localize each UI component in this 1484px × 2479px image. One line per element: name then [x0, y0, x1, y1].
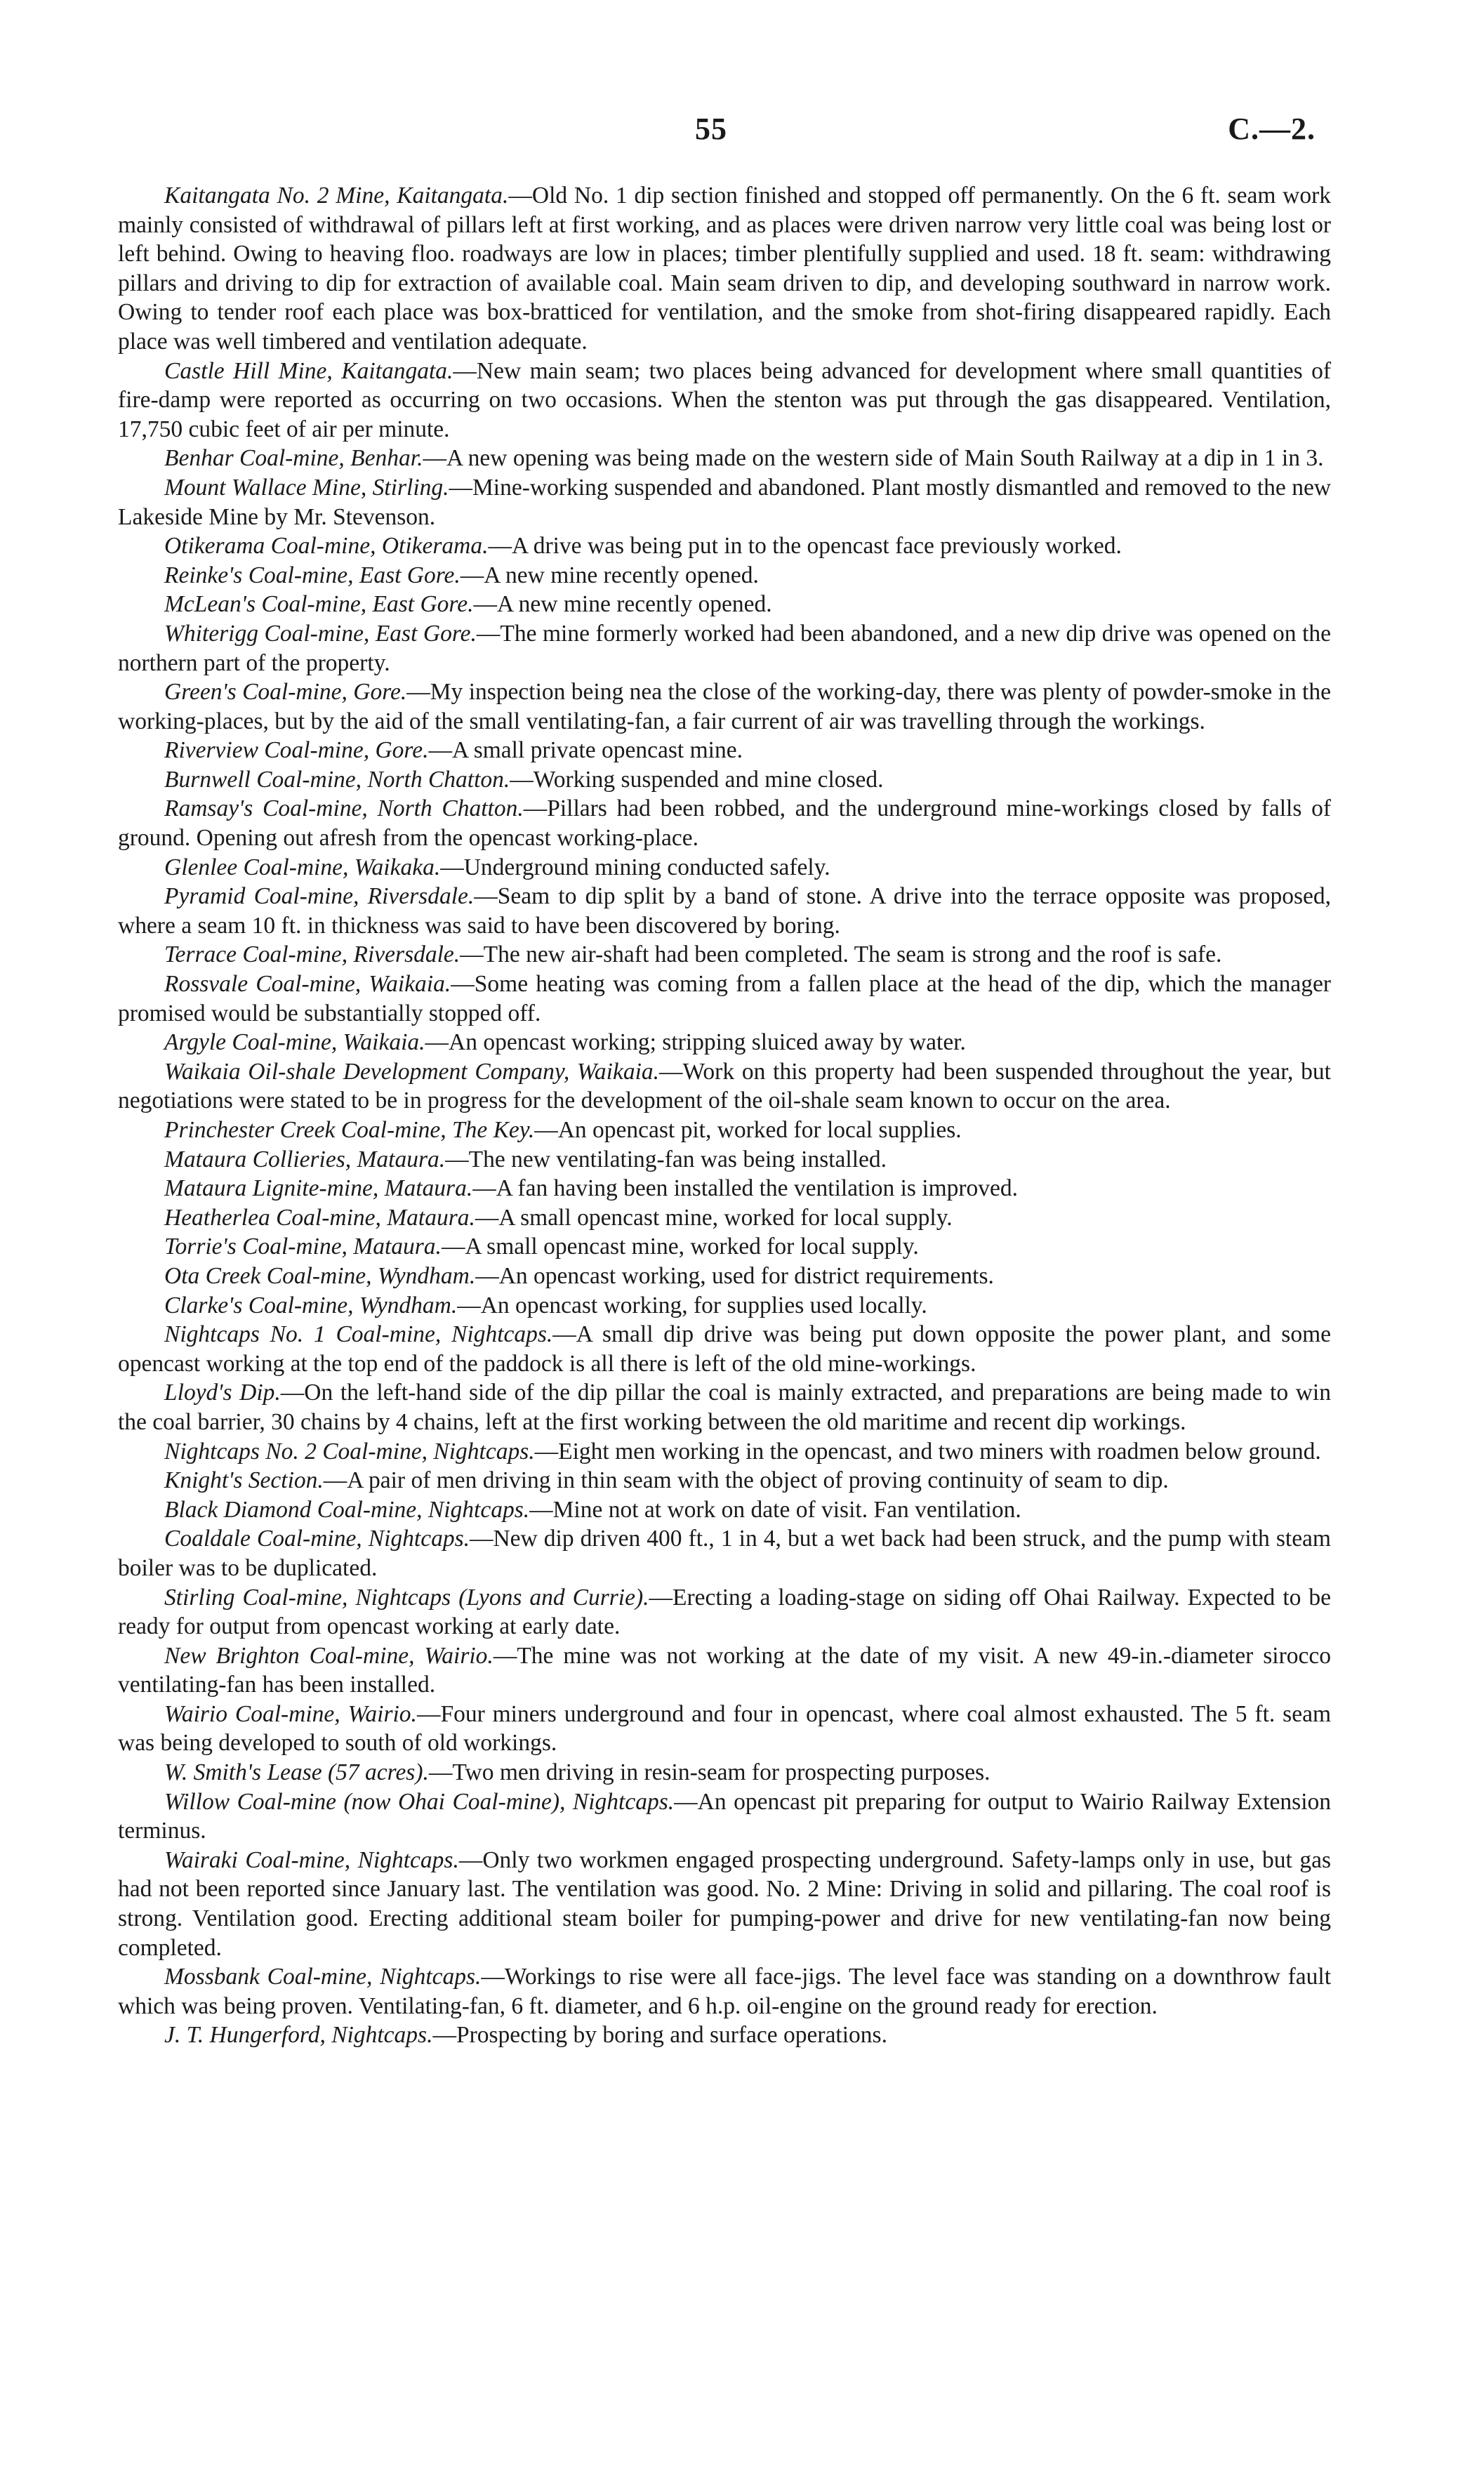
mine-report: —An opencast working, for supplies used locally.	[457, 1292, 927, 1318]
mine-report: —Two men driving in resin-seam for prospecting purposes.	[428, 1759, 991, 1786]
mine-report: —My inspection being nea the close of the working-day, there was plenty of powder-smoke in the working-places, but by the aid of the small ventilating-fan, a fair current of air was travelling through the workings.	[118, 679, 1331, 734]
mine-name: Whiterigg Coal-mine, East Gore.	[164, 620, 477, 647]
entry-greens	[118, 677, 1331, 736]
mine-report: —Workings to rise were all face-jigs. The level face was standing on a downthrow fault which was being proven. Ventilating-fan, 6 ft. diameter, and 6 h.p. oil-engine on the ground ready for erection.	[118, 1964, 1332, 2019]
entry-mataura-collieries	[118, 1145, 1331, 1175]
mine-report: —A new mine recently opened.	[473, 591, 772, 618]
mine-name: Lloyd's Dip.	[164, 1380, 281, 1406]
mine-report: —A fan having been installed the ventilation is improved.	[472, 1175, 1019, 1202]
mine-name: Castle Hill Mine, Kaitangata.	[164, 357, 453, 384]
mine-report: —Pillars had been robbed, and the underground mine-workings closed by falls of ground. Opening out afresh from the opencast working-place.	[118, 795, 1331, 852]
mine-name: Riverview Coal-mine, Gore.	[164, 737, 429, 764]
mine-report: —A small opencast mine, worked for local supply.	[475, 1204, 953, 1231]
mine-name: Stirling Coal-mine, Nightcaps (Lyons and Currie).	[164, 1584, 649, 1611]
report-body	[118, 181, 1331, 2050]
entry-glenlee	[118, 853, 1331, 882]
entry-mcleans	[118, 590, 1331, 619]
mine-name: Green's Coal-mine, Gore.	[164, 679, 407, 706]
entry-nightcaps-no1	[118, 1320, 1331, 1378]
mine-report: —Old No. 1 dip section finished and stopped off permanently. On the 6 ft. seam work mainly consisted of withdrawal of pillars left at first working, and as places were driven narrow very little coal was being lost or left behind. Owing to heaving floo. roadways are low in places; timber plentifully supplied and used. 18 ft. seam: withdrawing pillars and driving to dip for extraction of available coal. Main seam driven to dip, and developing southward in narrow work. Owing to tender roof each place was box-bratticed for ventilation, and the smoke from shot-firing disappeared rapidly. Each place was well timbered and ventilation adequate.	[118, 183, 1331, 355]
entry-new-brighton	[118, 1641, 1331, 1700]
mine-name: Pyramid Coal-mine, Riversdale.	[164, 883, 475, 910]
page-number: 55	[695, 112, 727, 146]
mine-name: Terrace Coal-mine, Riversdale.	[164, 941, 461, 968]
entry-coaldale	[118, 1524, 1331, 1582]
mine-name: Heatherlea Coal-mine, Mataura.	[164, 1204, 475, 1231]
mine-name: Kaitangata No. 2 Mine, Kaitangata.	[164, 183, 509, 209]
entry-hungerford	[118, 2021, 1331, 2050]
entry-lloyds-dip	[118, 1378, 1331, 1436]
mine-report: —New dip driven 400 ft., 1 in 4, but a wet back had been struck, and the pump with steam boiler was to be duplicated.	[118, 1526, 1331, 1581]
entry-black-diamond	[118, 1495, 1331, 1525]
entry-mount-wallace	[118, 473, 1331, 531]
mine-name: Glenlee Coal-mine, Waikaka.	[164, 854, 441, 880]
entry-kaitangata-no2	[118, 181, 1331, 357]
mine-report: —New main seam; two places being advanced for development where small quantities of fire-damp were reported as occurring on two occasions. When the stenton was put through the gas disappeared. Ventilation, 17,750 cubic feet of air per minute.	[118, 357, 1331, 442]
entry-princhester-creek	[118, 1116, 1331, 1145]
entry-knights-section	[118, 1466, 1331, 1495]
mine-report: —The new ventilating-fan was being installed.	[445, 1146, 887, 1172]
page-header	[0, 111, 1484, 153]
entry-torries	[118, 1232, 1331, 1262]
mine-report: —Erecting a loading-stage on siding off Ohai Railway. Expected to be ready for output from opencast working at early date.	[118, 1584, 1331, 1640]
mine-report: —Only two workmen engaged prospecting underground. Safety-lamps only in use, but gas had not been reported since January last. The ventilation was good. No. 2 Mine: Driving in solid and pillaring. The coal roof is strong. Ventilation good. Erecting additional steam boiler for pumping-power and drive for new ventilating-fan now being completed.	[118, 1846, 1331, 1961]
entry-wairio	[118, 1700, 1331, 1758]
mine-name: Waikaia Oil-shale Development Company, Waikaia.	[164, 1058, 659, 1085]
entry-whiterigg	[118, 619, 1331, 677]
mine-name: McLean's Coal-mine, East Gore.	[164, 591, 474, 618]
entry-argyle	[118, 1028, 1331, 1057]
mine-name: Black Diamond Coal-mine, Nightcaps.	[164, 1496, 530, 1523]
mine-name: W. Smith's Lease (57 acres).	[164, 1759, 429, 1786]
mine-name: Otikerama Coal-mine, Otikerama.	[164, 533, 489, 560]
entry-ota-creek	[118, 1262, 1331, 1291]
mine-report: —An opencast working; stripping sluiced away by water.	[425, 1029, 966, 1056]
mine-name: Knight's Section.	[164, 1467, 324, 1494]
mine-name: Nightcaps No. 2 Coal-mine, Nightcaps.	[164, 1438, 535, 1465]
entry-riverview	[118, 736, 1331, 765]
mine-report: —Four miners underground and four in opencast, where coal almost exhausted. The 5 ft. seam was being developed to south of old workings.	[118, 1700, 1331, 1757]
mine-report: —The mine formerly worked had been abandoned, and a new dip drive was opened on the northern part of the property.	[118, 620, 1331, 676]
mine-report: —A new mine recently opened.	[460, 562, 759, 588]
mine-report: —On the left-hand side of the dip pillar the coal is mainly extracted, and preparations are being made to win the coal barrier, 30 chains by 4 chains, left at the first working between the old maritime and recent dip workings.	[118, 1380, 1331, 1435]
entry-heatherlea	[118, 1203, 1331, 1233]
mine-report: —Underground mining conducted safely.	[440, 854, 830, 880]
entry-benhar	[118, 444, 1331, 473]
mine-name: Torrie's Coal-mine, Mataura.	[164, 1234, 442, 1260]
mine-report: —The new air-shaft had been completed. The seam is strong and the roof is safe.	[460, 941, 1222, 968]
mine-name: New Brighton Coal-mine, Wairio.	[164, 1642, 493, 1669]
mine-name: Wairio Coal-mine, Wairio.	[164, 1700, 417, 1727]
mine-name: Ota Creek Coal-mine, Wyndham.	[164, 1262, 476, 1289]
mine-name: Mossbank Coal-mine, Nightcaps.	[164, 1964, 482, 1990]
mine-report: —Prospecting by boring and surface operations.	[432, 2022, 887, 2049]
mine-name: J. T. Hungerford, Nightcaps.	[164, 2022, 433, 2049]
mine-report: —The mine was not working at the date of my visit. A new 49-in.-diameter sirocco ventilating-fan has been installed.	[118, 1642, 1331, 1698]
entry-clarkes	[118, 1291, 1331, 1321]
mine-name: Wairaki Coal-mine, Nightcaps.	[164, 1846, 459, 1873]
entry-burnwell	[118, 765, 1331, 795]
mine-report: —Mine not at work on date of visit. Fan ventilation.	[529, 1496, 1021, 1523]
mine-name: Argyle Coal-mine, Waikaia.	[164, 1029, 425, 1056]
mine-report: —Seam to dip split by a band of stone. A drive into the terrace opposite was proposed, where a seam 10 ft. in thickness was said to have been discovered by boring.	[118, 883, 1331, 939]
mine-name: Burnwell Coal-mine, North Chatton.	[164, 766, 510, 793]
mine-report: —A drive was being put in to the opencast face previously worked.	[488, 533, 1122, 560]
mine-name: Mataura Collieries, Mataura.	[164, 1146, 446, 1172]
mine-name: Benhar Coal-mine, Benhar.	[164, 445, 423, 472]
mine-name: Mount Wallace Mine, Stirling.	[164, 474, 449, 501]
mine-name: Mataura Lignite-mine, Mataura.	[164, 1175, 473, 1202]
entry-terrace	[118, 940, 1331, 970]
entry-reinkes	[118, 561, 1331, 590]
entry-mossbank	[118, 1962, 1331, 2021]
entry-waikaia-oil-shale	[118, 1057, 1331, 1116]
entry-w-smiths-lease	[118, 1758, 1331, 1787]
mine-name: Princhester Creek Coal-mine, The Key.	[164, 1117, 535, 1143]
mine-report: —A small dip drive was being put down opposite the power plant, and some opencast working at the top end of the paddock is all there is left of the old mine-workings.	[118, 1321, 1332, 1377]
entry-stirling	[118, 1583, 1331, 1641]
mine-report: —A small opencast mine, worked for local supply.	[441, 1234, 919, 1260]
mine-report: —An opencast working, used for district requirements.	[475, 1262, 994, 1289]
entry-rossvale	[118, 970, 1331, 1028]
mine-report: —A small private opencast mine.	[428, 737, 743, 764]
mine-report: —Working suspended and mine closed.	[510, 766, 884, 793]
entry-willow	[118, 1787, 1331, 1846]
mine-name: Nightcaps No. 1 Coal-mine, Nightcaps.	[164, 1321, 553, 1348]
mine-report: —A pair of men driving in thin seam with the object of proving continuity of seam to dip.	[323, 1467, 1169, 1494]
mine-name: Clarke's Coal-mine, Wyndham.	[164, 1292, 458, 1318]
mine-name: Reinke's Coal-mine, East Gore.	[164, 562, 461, 588]
mine-report: —Some heating was coming from a fallen place at the head of the dip, which the manager promised would be substantially stopped off.	[118, 971, 1331, 1026]
entry-pyramid	[118, 882, 1331, 940]
mine-report: —A new opening was being made on the western side of Main South Railway at a dip in 1 in 3.	[423, 445, 1324, 472]
mine-report: —Eight men working in the opencast, and two miners with roadmen below ground.	[534, 1438, 1321, 1465]
mine-report: —Mine-working suspended and abandoned. Plant mostly dismantled and removed to the new Lakeside Mine by Mr. Stevenson.	[118, 474, 1331, 530]
mine-name: Ramsay's Coal-mine, North Chatton.	[164, 795, 524, 822]
entry-mataura-lignite	[118, 1174, 1331, 1203]
entry-ramsays	[118, 794, 1331, 852]
mine-name: Coaldale Coal-mine, Nightcaps.	[164, 1526, 470, 1552]
mine-report: —An opencast pit preparing for output to Wairio Railway Extension terminus.	[118, 1788, 1331, 1844]
document-reference: C.—2.	[1228, 112, 1316, 146]
mine-name: Willow Coal-mine (now Ohai Coal-mine), Nightcaps.	[164, 1788, 675, 1815]
mine-name: Rossvale Coal-mine, Waikaia.	[164, 971, 451, 998]
mine-report: —Work on this property had been suspended throughout the year, but negotiations were stated to be in progress for the development of the oil-shale seam known to occur on the area.	[118, 1058, 1331, 1114]
entry-nightcaps-no2	[118, 1437, 1331, 1467]
entry-castle-hill	[118, 357, 1331, 444]
mine-report: —An opencast pit, worked for local supplies.	[534, 1117, 962, 1143]
entry-wairaki	[118, 1846, 1331, 1962]
entry-otikerama	[118, 531, 1331, 561]
